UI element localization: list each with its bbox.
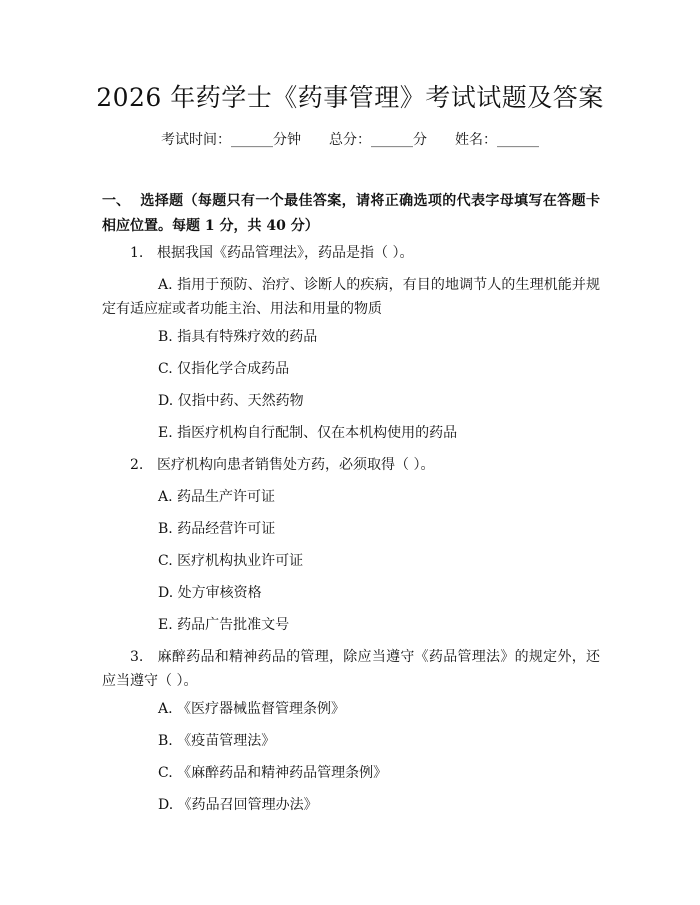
option-2c: C. 医疗机构执业许可证: [158, 553, 304, 569]
question-stem: 根据我国《药品管理法》，药品是指（ ）。: [157, 245, 414, 261]
option-1b: B. 指具有特殊疗效的药品: [158, 329, 318, 345]
document-title: 2026 年药学士《药事管理》考试试题及答案: [96, 83, 604, 112]
question-1: [102, 241, 600, 265]
question-number: 2.: [130, 457, 144, 473]
section-number: 一、: [102, 193, 130, 209]
option-2b: B. 药品经营许可证: [158, 521, 276, 537]
exam-time-field: 考试时间：______分钟: [161, 132, 301, 148]
option-3c: C. 《麻醉药品和精神药品管理条例》: [158, 765, 388, 781]
option-3b: B. 《疫苗管理法》: [158, 733, 276, 749]
option-1d: D. 仅指中药、天然药物: [158, 393, 304, 409]
option-2d: D. 处方审核资格: [158, 585, 262, 601]
option-1c: C. 仅指化学合成药品: [158, 361, 290, 377]
question-stem: 麻醉药品和精神药品的管理，除应当遵守《药品管理法》的规定外，还应当遵守（ ）。: [102, 649, 600, 689]
section-heading: [102, 189, 600, 239]
option-1a: A. 指用于预防、治疗、诊断人的疾病，有目的地调节人的生理机能并规定有适应症或者功能主治、用法和用量的物质: [102, 277, 600, 317]
question-3: [102, 645, 600, 693]
option-1e: E. 指医疗机构自行配制、仅在本机构使用的药品: [158, 425, 458, 441]
option-3d: D. 《药品召回管理办法》: [158, 797, 318, 813]
question-number: 3.: [130, 649, 144, 665]
question-number: 1.: [130, 245, 144, 261]
section-instructions: 选择题（每题只有一个最佳答案，请将正确选项的代表字母填写在答题卡相应位置。每题 1 分，共 40 分）: [102, 193, 600, 234]
question-stem: 医疗机构向患者销售处方药，必须取得（ ）。: [157, 457, 435, 473]
exam-info-row: [0, 130, 700, 150]
name-field: 姓名：______: [455, 132, 539, 148]
option-2e: E. 药品广告批准文号: [158, 617, 290, 633]
option-3a: A. 《医疗器械监督管理条例》: [158, 701, 346, 717]
option-2a: A. 药品生产许可证: [158, 489, 276, 505]
question-2: [102, 453, 600, 477]
total-score-field: 总分：______分: [329, 132, 427, 148]
